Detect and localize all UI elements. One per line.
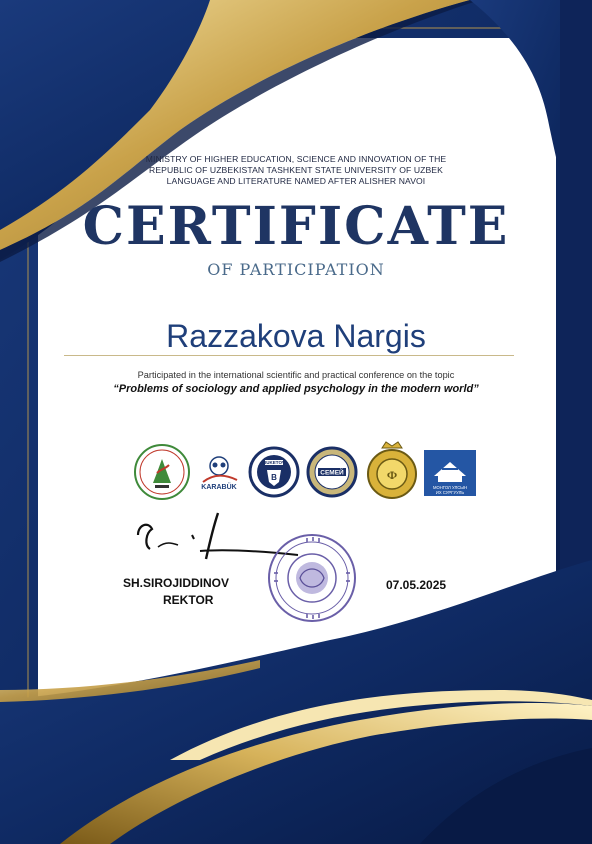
issue-date: 07.05.2025 bbox=[386, 578, 447, 592]
svg-text:СЕМЕЙ: СЕМЕЙ bbox=[320, 469, 344, 477]
university-emblem-green bbox=[133, 443, 191, 501]
signer-role: REKTOR bbox=[163, 593, 214, 607]
svg-text:KARABÜK: KARABÜK bbox=[201, 484, 237, 491]
svg-text:BUKETOV: BUKETOV bbox=[263, 460, 285, 465]
ministry-line-3: LANGUAGE AND LITERATURE NAMED AFTER ALISHER NAVOI bbox=[166, 176, 426, 186]
svg-text:ИХ СУРГУУЛЬ: ИХ СУРГУУЛЬ bbox=[435, 490, 465, 495]
svg-text:B: B bbox=[271, 473, 277, 482]
official-stamp bbox=[266, 532, 358, 624]
gold-crest-logo bbox=[364, 438, 420, 500]
karabuk-university-logo bbox=[193, 452, 245, 494]
participation-statement: Participated in the international scientific and practical conference on the topic bbox=[137, 370, 455, 380]
mongolian-university-logo bbox=[424, 450, 476, 496]
certificate-title: CERTIFICATE bbox=[82, 196, 510, 257]
recipient-name: Razzakova Nargis bbox=[166, 318, 426, 354]
ministry-line-1: MINISTRY OF HIGHER EDUCATION, SCIENCE AND INNOVATION OF THE bbox=[145, 154, 447, 164]
signer-name: SH.SIROJIDDINOV bbox=[123, 576, 230, 590]
name-underline bbox=[64, 355, 514, 356]
ministry-line-2: REPUBLIC OF UZBEKISTAN TASHKENT STATE UNIVERSITY OF UZBEK bbox=[149, 165, 443, 175]
buketov-university-logo bbox=[248, 446, 300, 498]
conference-topic: “Problems of sociology and applied psychology in the modern world” bbox=[113, 383, 479, 395]
svg-text:МОНГОЛ УЛСЫН: МОНГОЛ УЛСЫН bbox=[433, 485, 467, 490]
ministry-header bbox=[0, 154, 592, 187]
semey-university-logo bbox=[304, 446, 360, 498]
certificate-subtitle: OF PARTICIPATION bbox=[207, 260, 385, 279]
svg-text:Ф: Ф bbox=[386, 468, 398, 482]
